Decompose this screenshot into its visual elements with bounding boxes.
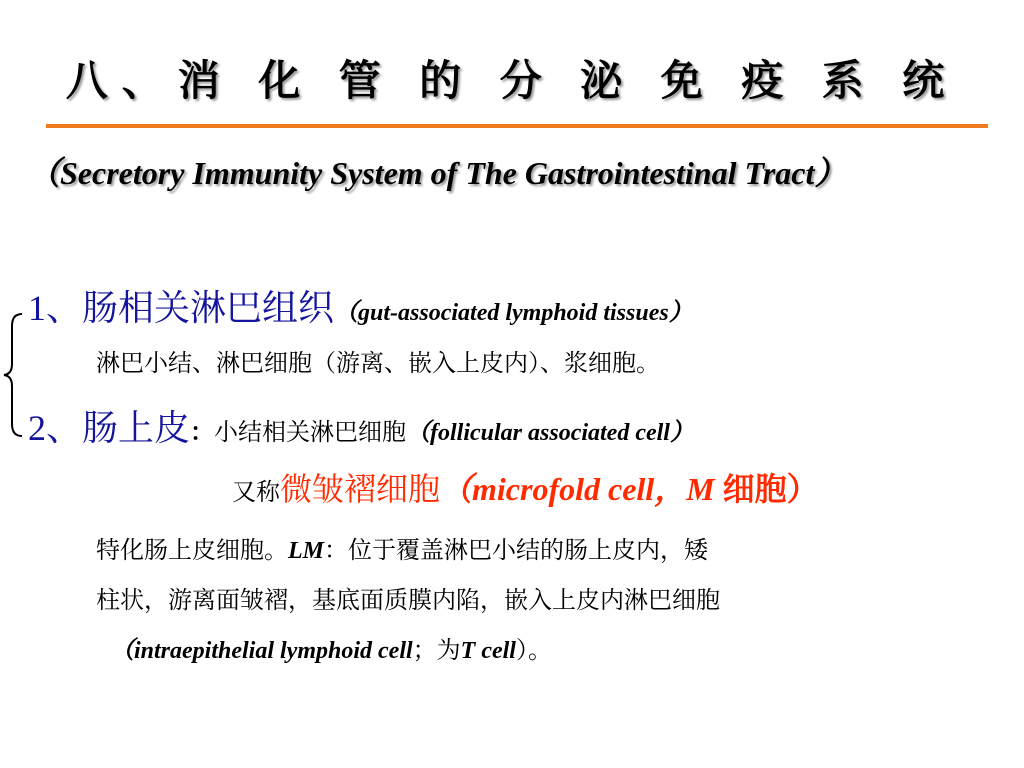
item1-heading: 1、肠相关淋巴组织 — [28, 288, 335, 328]
paragraph-line-2: 柱状，游离面皱褶，基底面质膜内陷，嵌入上皮内淋巴细胞 — [96, 588, 720, 614]
alias-prefix: 又称 — [232, 480, 280, 506]
item2-desc: 小结相关淋巴细胞 — [214, 420, 407, 446]
alias-english-close: 细胞） — [714, 471, 819, 507]
paragraph-line-3 — [110, 630, 552, 665]
title-divider — [46, 124, 988, 128]
curly-brace-icon — [2, 312, 26, 438]
alias-chinese: 微皱褶细胞 — [280, 471, 441, 507]
item1-english: （gut-associated lymphoid tissues） — [334, 300, 693, 326]
item2-alias-line — [232, 464, 819, 510]
para-lm: LM — [288, 538, 324, 564]
alias-english-open: （microfold cell， — [440, 471, 687, 507]
item2-line — [28, 400, 694, 451]
para-line1-start: 特化肠上皮细胞。 — [96, 538, 288, 564]
para-line3-english: （intraepithelial lymphoid cell — [110, 638, 413, 664]
alias-english-m: M — [686, 471, 715, 507]
slide-subtitle: （Secretory Immunity System of The Gastrointestinal Tract） — [28, 155, 847, 191]
item2-colon: ： — [190, 420, 215, 446]
item1-detail: 淋巴小结、淋巴细胞（游离、嵌入上皮内）、浆细胞。 — [96, 351, 660, 377]
item1-line — [28, 280, 693, 331]
paragraph-line-1 — [96, 530, 708, 565]
para-line3-tcell: T cell — [460, 638, 516, 664]
item2-english: （follicular associated cell） — [406, 420, 694, 446]
item2-heading: 2、肠上皮 — [28, 408, 191, 448]
slide-title: 八、消 化 管 的 分 泌 免 疫 系 统 — [65, 59, 959, 105]
para-line3-wei: ；为 — [412, 638, 461, 664]
para-line3-end: ）。 — [515, 638, 552, 664]
para-line1-rest: ：位于覆盖淋巴小结的肠上皮内，矮 — [324, 538, 708, 564]
